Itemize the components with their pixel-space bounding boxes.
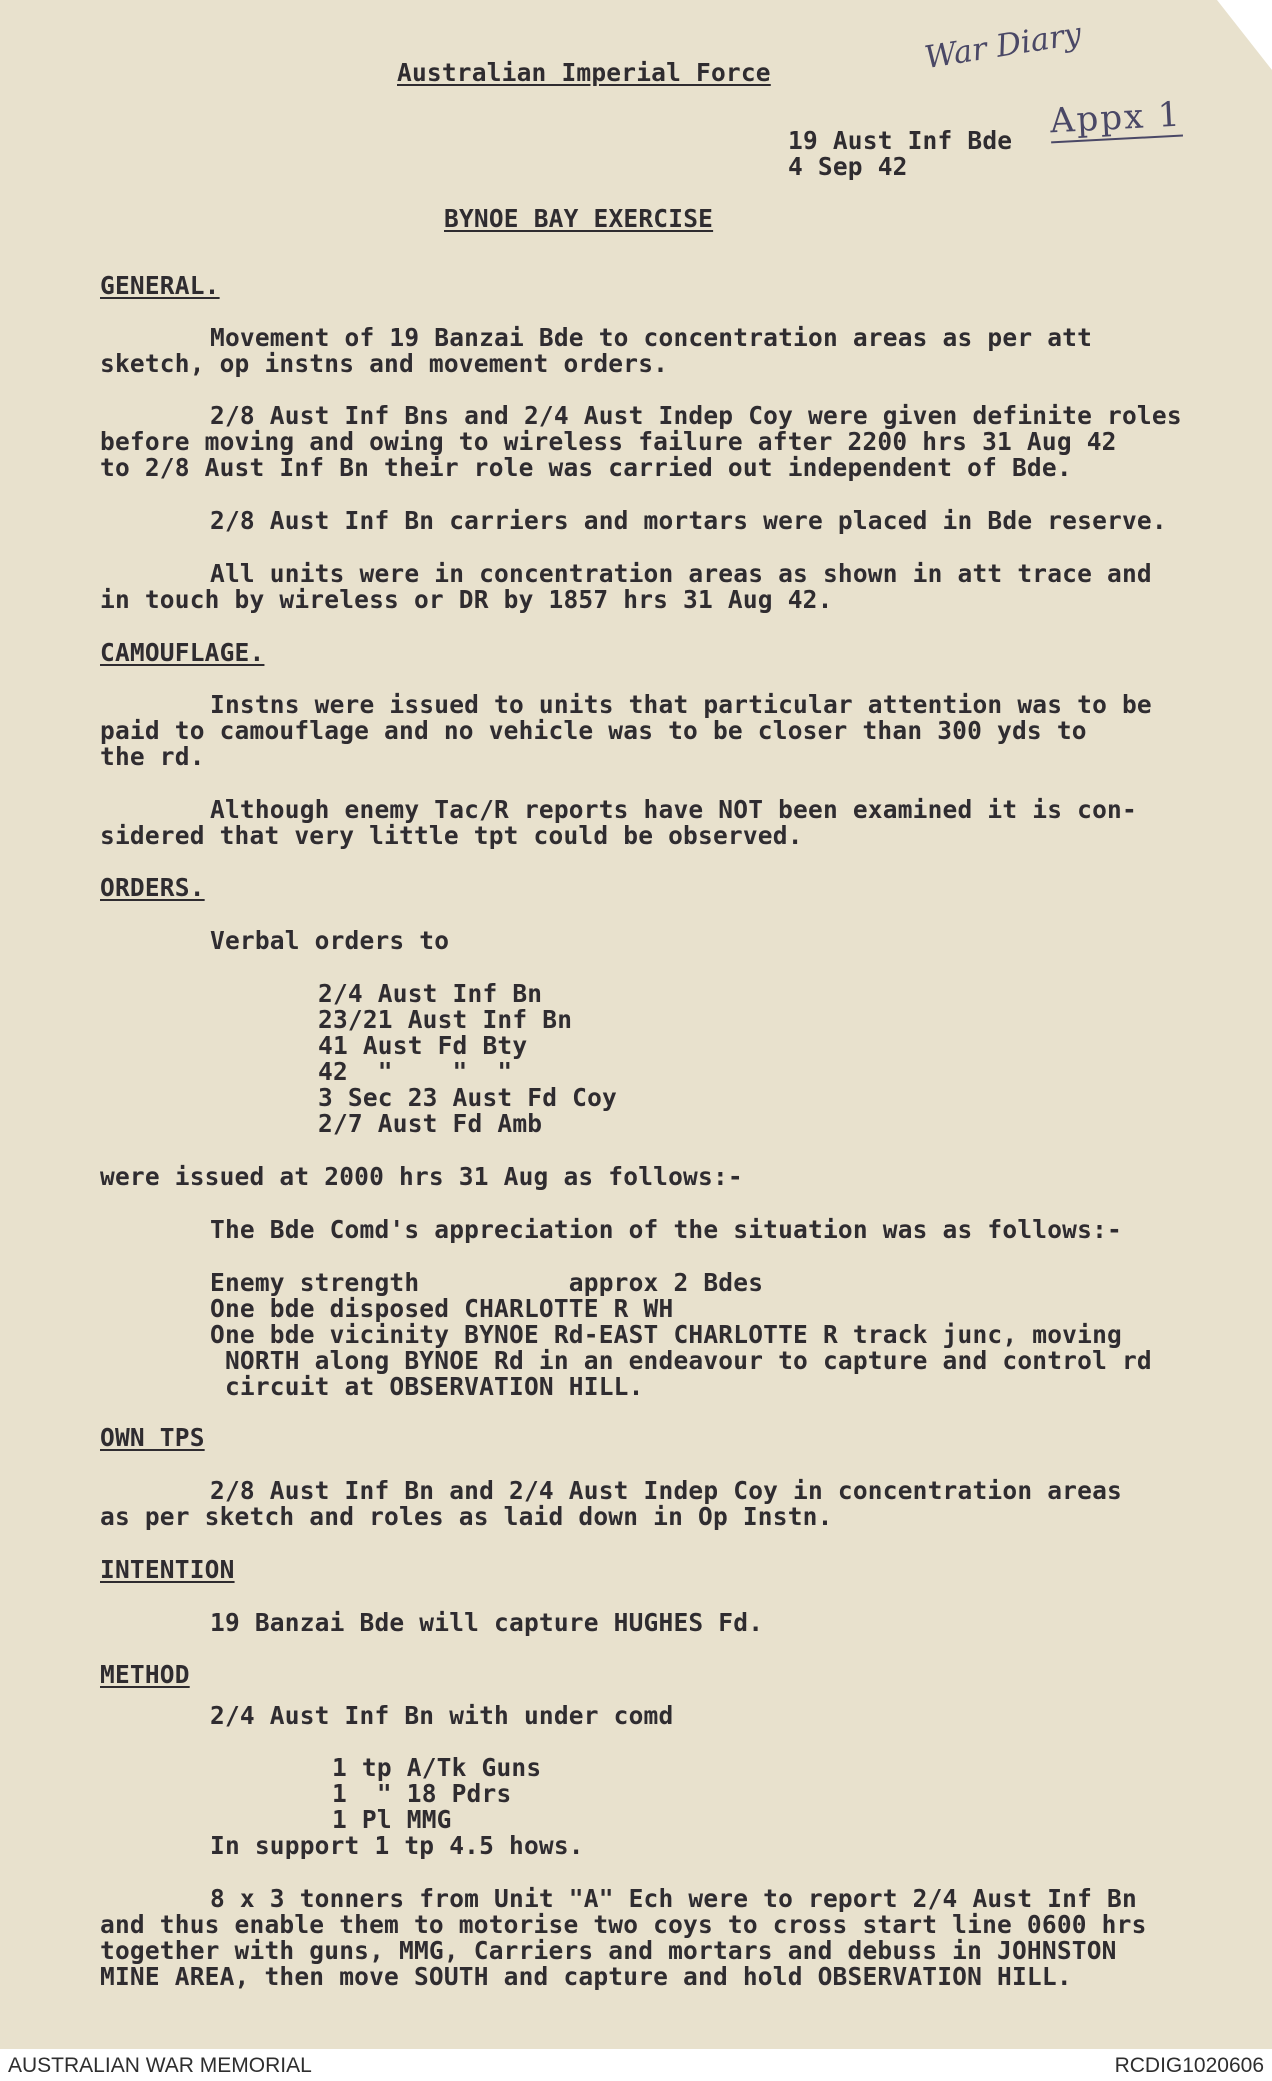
text-line: One bde vicinity BYNOE Rd-EAST CHARLOTTE R track junc, moving <box>210 1320 1122 1349</box>
folded-corner <box>1217 0 1272 70</box>
unit-list-item: 2/4 Aust Inf Bn <box>318 979 543 1008</box>
text-line: before moving and owing to wireless failure after 2200 hrs 31 Aug 42 <box>100 427 1117 456</box>
text-line: circuit at OBSERVATION HILL. <box>210 1372 644 1401</box>
text-line: were issued at 2000 hrs 31 Aug as follows:- <box>100 1162 743 1191</box>
text-line: All units were in concentration areas as shown in att trace and <box>210 559 1152 588</box>
text-line: and thus enable them to motorise two coys to cross start line 0600 hrs <box>100 1910 1147 1939</box>
text-line: 19 Banzai Bde will capture HUGHES Fd. <box>210 1608 764 1637</box>
section-orders-heading: ORDERS. <box>100 873 205 902</box>
org-heading: Australian Imperial Force <box>397 58 771 87</box>
unit-list-item: 42 " " " <box>318 1057 513 1086</box>
text-line: sketch, op instns and movement orders. <box>100 349 669 378</box>
text-line: 2/8 Aust Inf Bn carriers and mortars were placed in Bde reserve. <box>210 506 1167 535</box>
text-line: Verbal orders to <box>210 926 450 955</box>
text-line: paid to camouflage and no vehicle was to be closer than 300 yds to <box>100 716 1087 745</box>
text-line: NORTH along BYNOE Rd in an endeavour to capture and control rd <box>210 1346 1152 1375</box>
appendix-note: Appx 1 <box>1048 94 1183 142</box>
text-line: The Bde Comd's appreciation of the situation was as follows:- <box>210 1215 1122 1244</box>
section-camouflage-heading: CAMOUFLAGE. <box>100 638 265 667</box>
text-line: sidered that very little tpt could be observed. <box>100 821 803 850</box>
unit-list-item: 23/21 Aust Inf Bn <box>318 1005 573 1034</box>
section-general-heading: GENERAL. <box>100 271 220 300</box>
section-own-tps-heading: OWN TPS <box>100 1423 205 1452</box>
support-item: 1 " 18 Pdrs <box>332 1779 512 1808</box>
text-line: as per sketch and roles as laid down in Op Instn. <box>100 1502 833 1531</box>
unit-list-item: 2/7 Aust Fd Amb <box>318 1109 543 1138</box>
text-line: together with guns, MMG, Carriers and mortars and debuss in JOHNSTON <box>100 1936 1117 1965</box>
date-line: 4 Sep 42 <box>788 152 908 181</box>
unit-list-item: 3 Sec 23 Aust Fd Coy <box>318 1083 618 1112</box>
footer-source: AUSTRALIAN WAR MEMORIAL <box>8 2054 312 2077</box>
text-line: MINE AREA, then move SOUTH and capture and hold OBSERVATION HILL. <box>100 1962 1072 1991</box>
support-item: 1 Pl MMG <box>332 1805 452 1834</box>
text-line: 2/8 Aust Inf Bn and 2/4 Aust Indep Coy in concentration areas <box>210 1476 1122 1505</box>
handwritten-note: War Diary <box>922 15 1084 77</box>
text-line: Movement of 19 Banzai Bde to concentration areas as per att <box>210 323 1093 352</box>
text-line: Enemy strength approx 2 Bdes <box>210 1268 764 1297</box>
unit-line: 19 Aust Inf Bde <box>788 126 1013 155</box>
support-item: 1 tp A/Tk Guns <box>332 1753 542 1782</box>
text-line: the rd. <box>100 742 205 771</box>
footer-id: RCDIG1020606 <box>1114 2054 1264 2077</box>
unit-list-item: 41 Aust Fd Bty <box>318 1031 528 1060</box>
section-intention-heading: INTENTION <box>100 1555 235 1584</box>
section-method-heading: METHOD <box>100 1660 190 1689</box>
text-line: 2/4 Aust Inf Bn with under comd <box>210 1701 674 1730</box>
text-line: in touch by wireless or DR by 1857 hrs 31 Aug 42. <box>100 585 833 614</box>
doc-title: BYNOE BAY EXERCISE <box>444 204 714 233</box>
text-line: 2/8 Aust Inf Bns and 2/4 Aust Indep Coy were given definite roles <box>210 401 1182 430</box>
text-line: to 2/8 Aust Inf Bn their role was carried out independent of Bde. <box>100 453 1072 482</box>
text-line: One bde disposed CHARLOTTE R WH <box>210 1294 674 1323</box>
text-line: In support 1 tp 4.5 hows. <box>210 1831 584 1860</box>
text-line: 8 x 3 tonners from Unit "A" Ech were to report 2/4 Aust Inf Bn <box>210 1884 1137 1913</box>
text-line: Although enemy Tac/R reports have NOT been examined it is con- <box>210 795 1137 824</box>
text-line: Instns were issued to units that particular attention was to be <box>210 690 1152 719</box>
